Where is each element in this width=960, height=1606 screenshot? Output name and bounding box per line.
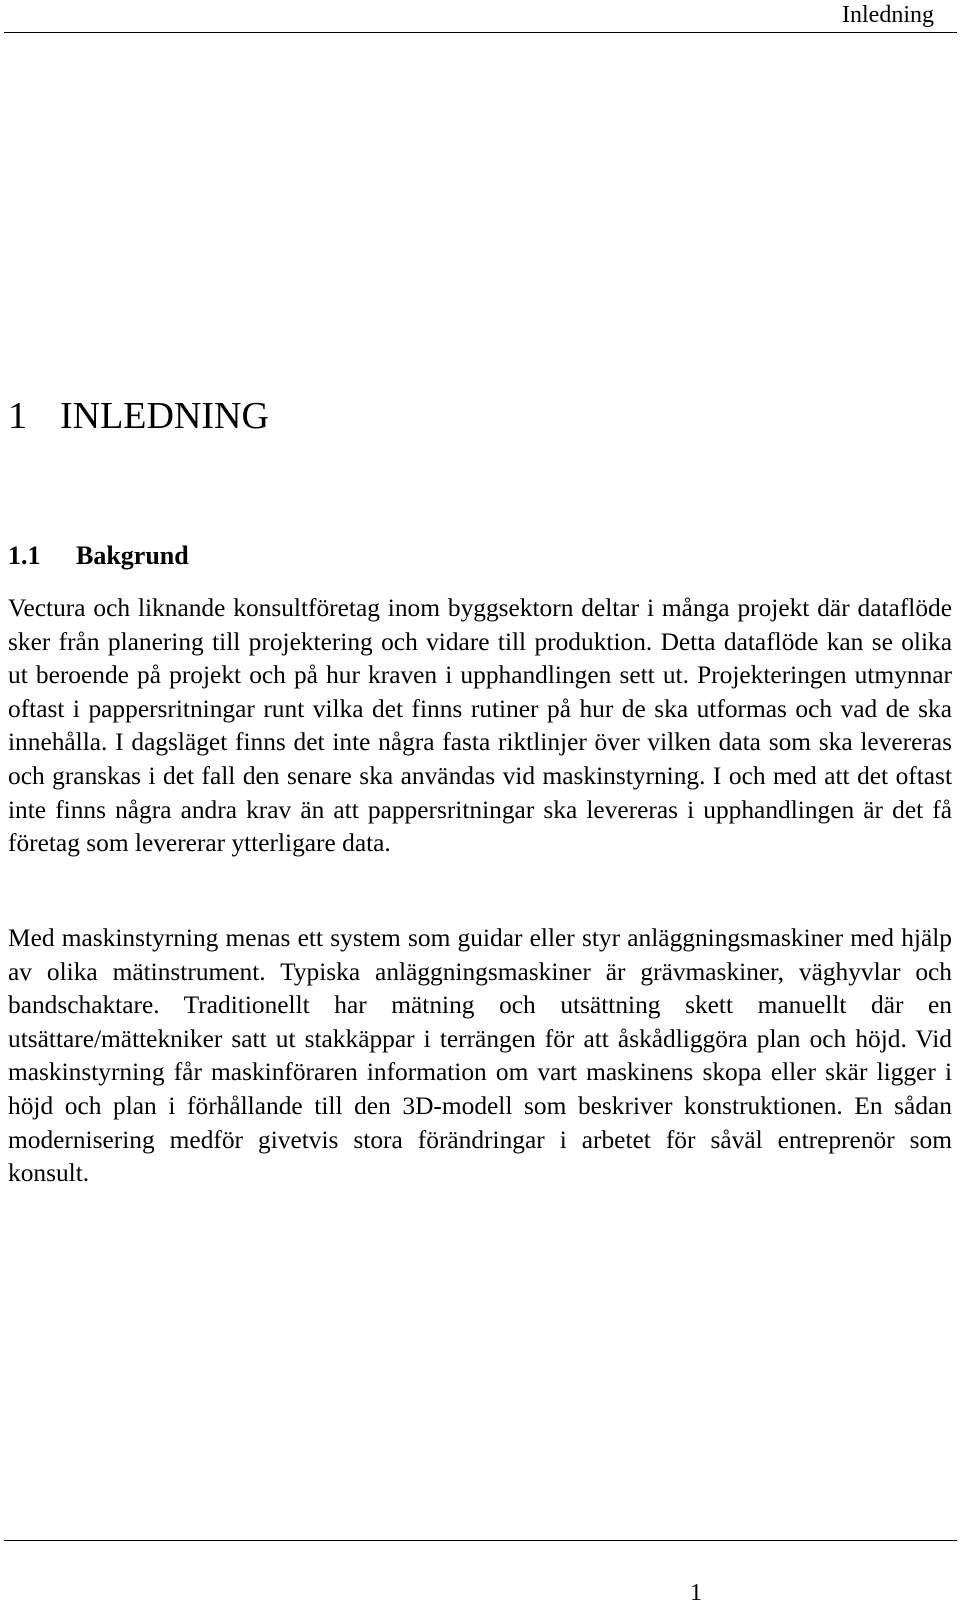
body-paragraph: Vectura och liknande konsultföretag inom byggsektorn deltar i många projekt där dataflöde sker från planering till projektering och vidare till produktion. Detta dataflöde kan se olika ut beroende på projekt och på hur kraven i upphandlingen sett ut. Projekteringen utmynnar oftast i pappersritningar runt vilka det finns rutiner på hur de ska utformas och vad de ska innehålla. I dagsläget finns det inte några fasta riktlinjer över vilken data som ska levereras och granskas i det fall den senare ska användas vid maskinstyrning. I och med att det oftast inte finns några andra krav än att pappersritningar ska levereras i upphandlingen är det få företag som levererar ytterligare data. xyxy=(8,594,952,858)
page-number: 1 xyxy=(690,1580,702,1606)
section-heading xyxy=(8,538,189,574)
section-title: Bakgrund xyxy=(76,541,189,570)
body-paragraph: Med maskinstyrning menas ett system som guidar eller styr anläggningsmaskiner med hjälp av olika mätinstrument. Typiska anläggningsmaskiner är grävmaskiner, väghyvlar och bandschaktare. Traditionellt har mätning och utsättning skett manuellt där en utsättare/mättekniker satt ut stakkäppar i terrängen för att åskådliggöra plan och höjd. Vid maskinstyrning får maskinföraren information om vart maskinens skopa eller skär ligger i höjd och plan i förhållande till den 3D-modell som beskriver konstruktionen. En sådan modernisering medför givetvis stora förändringar i arbetet för såväl entreprenör som konsult. xyxy=(8,924,952,1188)
header-divider xyxy=(4,32,957,33)
footer-divider xyxy=(4,1540,957,1541)
chapter-number: 1 xyxy=(8,395,27,437)
running-header: Inledning xyxy=(842,2,934,28)
chapter-title: INLEDNING xyxy=(60,395,269,437)
chapter-heading xyxy=(8,392,269,440)
section-number: 1.1 xyxy=(8,541,41,570)
